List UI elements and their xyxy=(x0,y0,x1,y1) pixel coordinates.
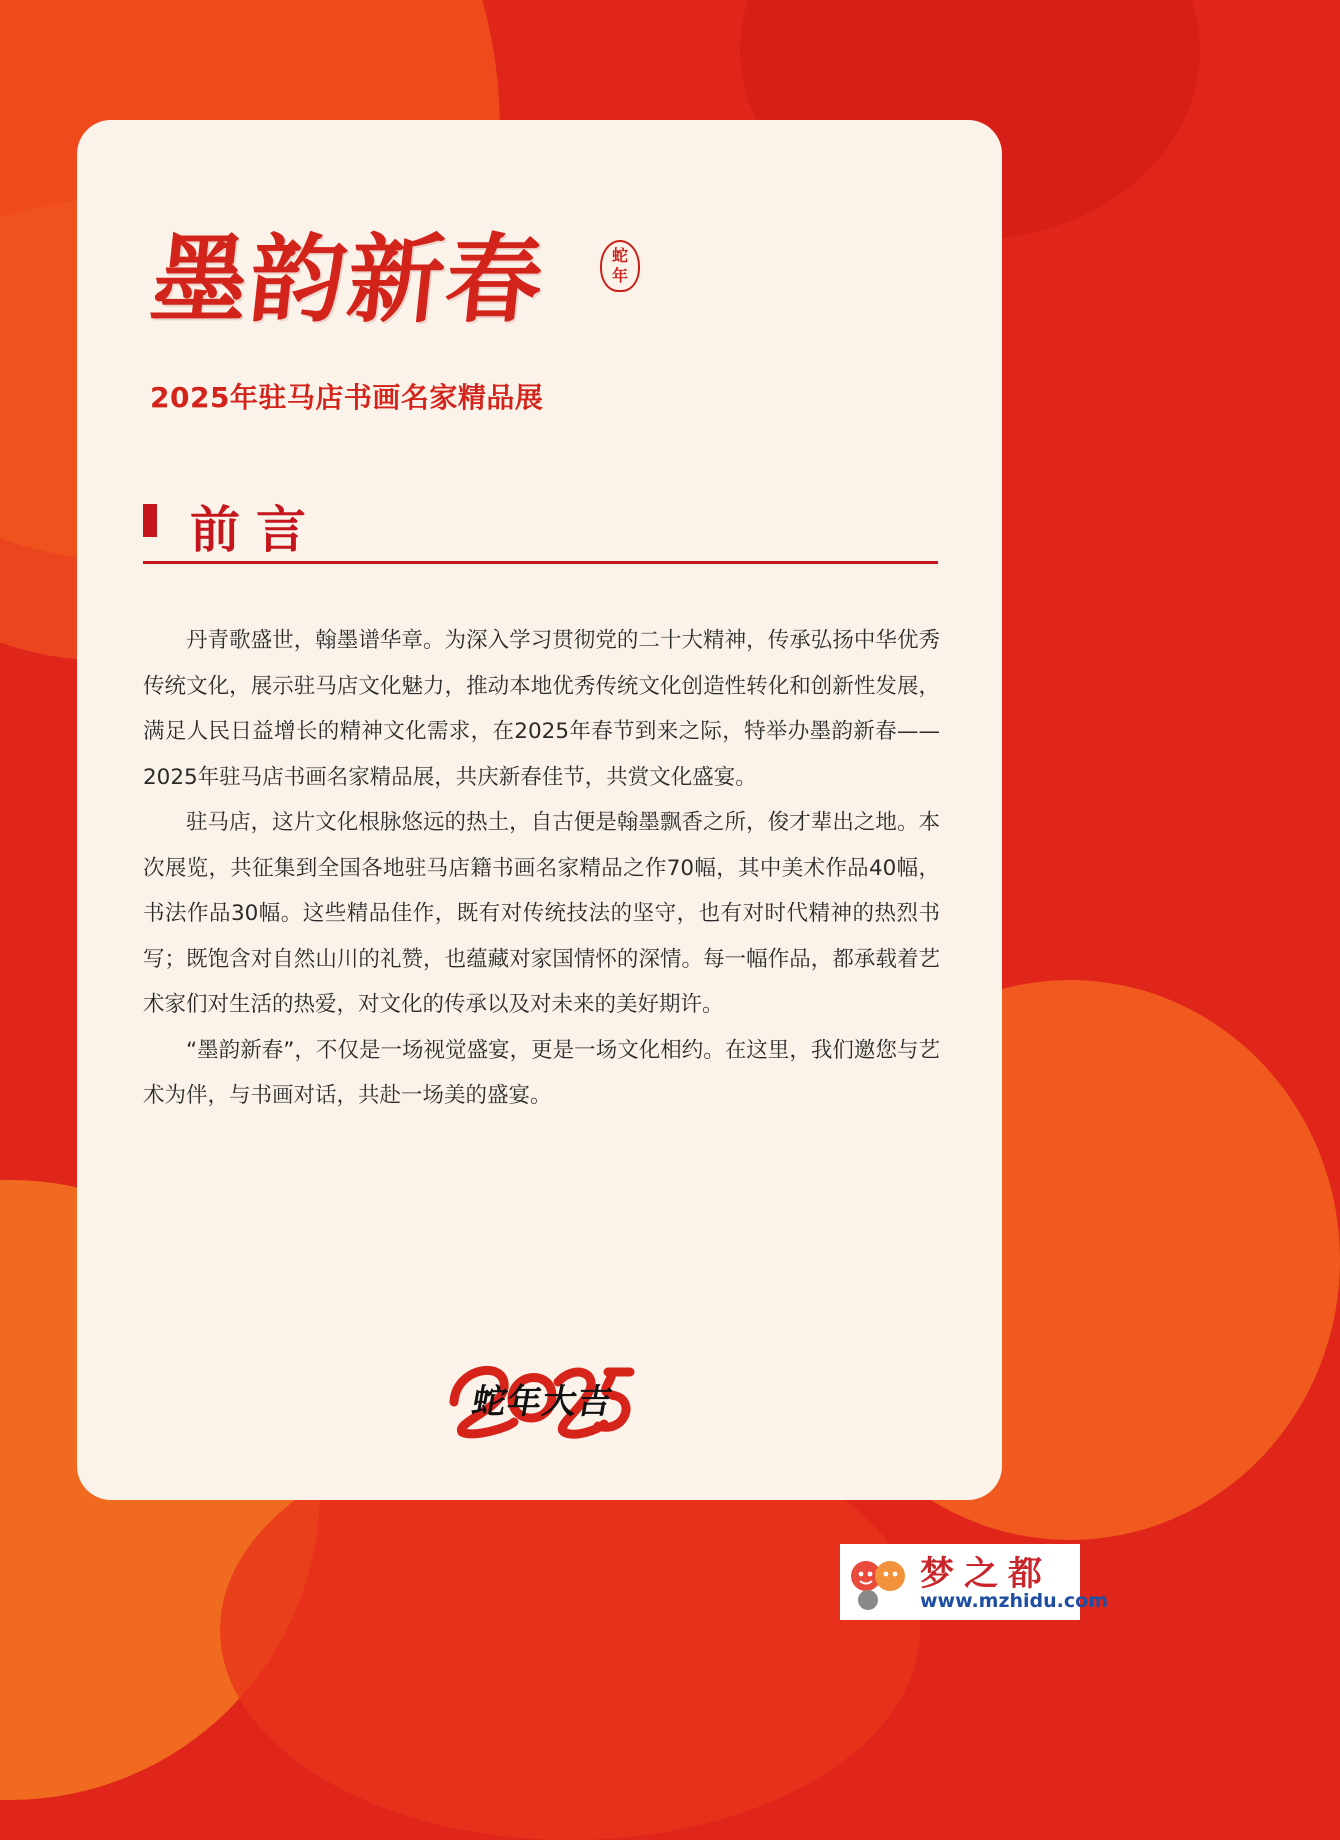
snake-year-logo xyxy=(448,1352,636,1444)
seal-char-bottom: 年 xyxy=(611,266,628,285)
preface-paragraph: “墨韵新春”，不仅是一场视觉盛宴，更是一场文化相约。在这里，我们邀您与艺术为伴，与书画对话，共赴一场美的盛宴。 xyxy=(143,1037,940,1108)
poster-subtitle: 2025年驻马店书画名家精品展 xyxy=(150,381,544,414)
site-watermark xyxy=(840,1544,1109,1620)
section-marker xyxy=(143,504,157,537)
section-divider xyxy=(143,561,938,564)
preface-paragraph: 驻马店，这片文化根脉悠远的热土，自古便是翰墨飘香之所，俊才辈出之地。本次展览，共征集到全国各地驻马店籍书画名家精品之作70幅，其中美术作品40幅，书法作品30幅。这些精品佳作，既有对传统技法的坚守，也有对时代精神的热烈书写；既饱含对自然山川的礼赞，也蕴藏对家国情怀的深情。每一幅作品，都承载着艺术家们对生活的热爱，对文化的传承以及对未来的美好期许。 xyxy=(143,810,940,1017)
poster-title: 墨韵新春 xyxy=(146,223,551,336)
logo-calligraphy: 蛇年大吉 xyxy=(468,1382,616,1422)
preface-body xyxy=(143,618,940,1119)
preface-paragraph: 丹青歌盛世，翰墨谱华章。为深入学习贯彻党的二十大精神，传承弘扬中华优秀传统文化，展示驻马店文化魅力，推动本地优秀传统文化创造性转化和创新性发展，满足人民日益增长的精神文化需求，在2025年春节到来之际，特举办墨韵新春——2025年驻马店书画名家精品展，共庆新春佳节，共赏文化盛宴。 xyxy=(143,628,940,790)
snake-year-seal xyxy=(600,240,640,292)
watermark-name: 梦之都 xyxy=(920,1554,1052,1594)
section-title: 前言 xyxy=(190,500,322,559)
seal-char-top: 蛇 xyxy=(611,246,628,265)
watermark-url: www.mzhidu.com xyxy=(920,1590,1109,1612)
chat-bubbles-icon xyxy=(846,1554,914,1612)
